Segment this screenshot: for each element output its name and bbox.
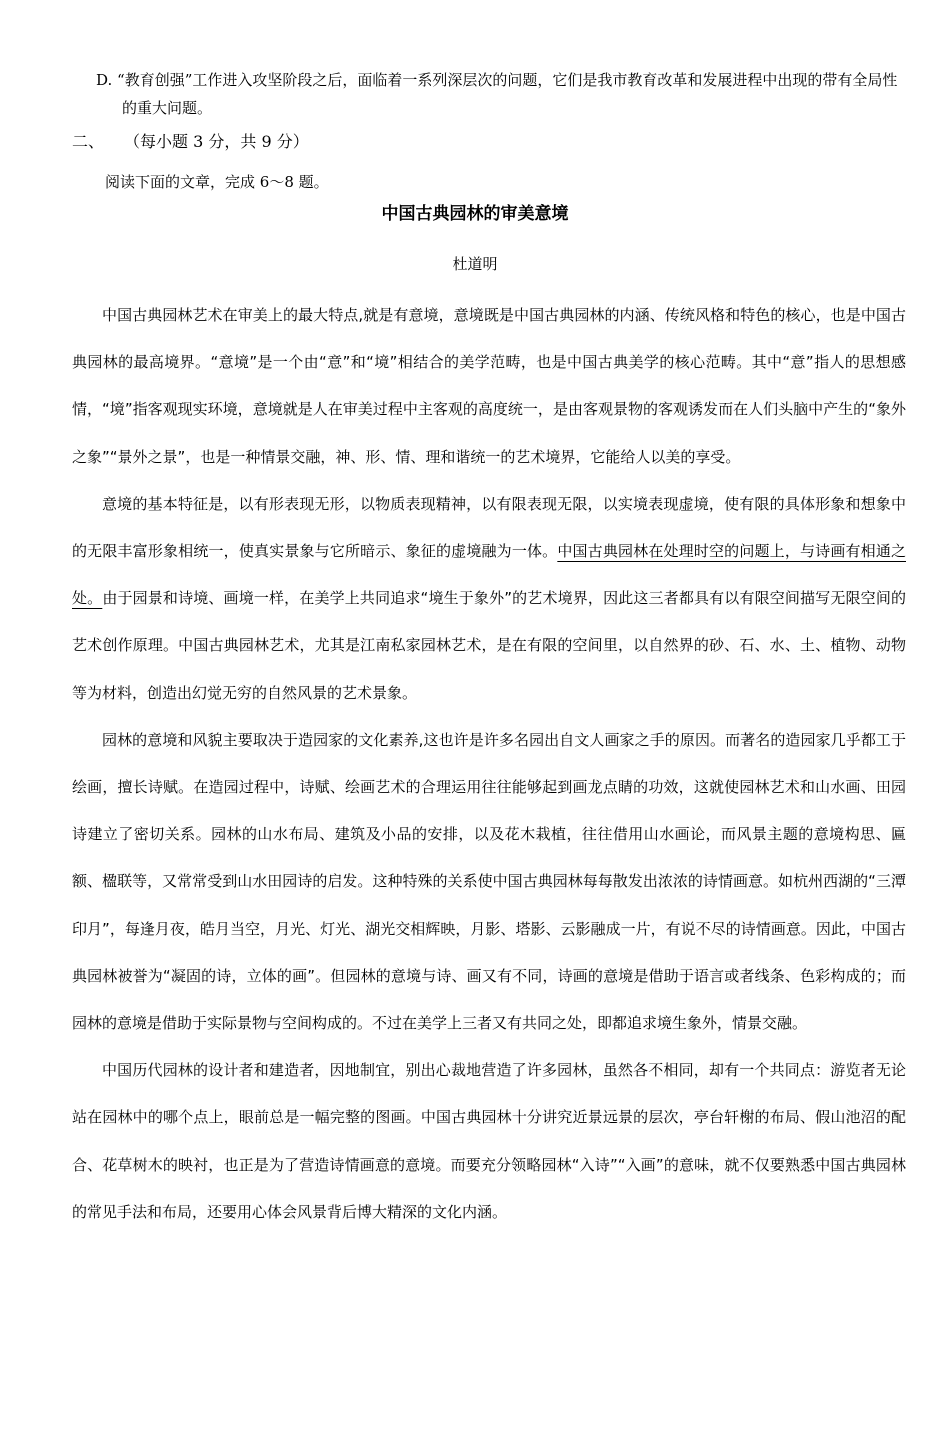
section-number: 二、: [72, 132, 105, 151]
paragraph-4: 中国历代园林的设计者和建造者，因地制宜，别出心裁地营造了许多园林，虽然各不相同，却有一个共同点：游览者无论站在园林中的哪个点上，眼前总是一幅完整的图画。中国古典园林十分讲究近景远景的层次，亭台轩榭的布局、假山池沼的配合、花草树木的映衬，也正是为了营造诗情画意的意境。而要充分领略园林“入诗”“入画”的意味，就不仅要熟悉中国古典园林的常见手法和布局，还要用心体会风景背后博大精深的文化内涵。: [72, 1061, 906, 1221]
option-d-text: “教育创强”工作进入攻坚阶段之后，面临着一系列深层次的问题，它们是我市教育改革和发展进程中出现的带有全局性的重大问题。: [117, 71, 898, 117]
section-heading: [72, 128, 309, 156]
option-d-label: D.: [96, 71, 113, 89]
paragraph-1: 中国古典园林艺术在审美上的最大特点,就是有意境，意境既是中国古典园林的内涵、传统风格和特色的核心，也是中国古典园林的最高境界。“意境”是一个由“意”和“境”相结合的美学范畴，也是中国古典美学的核心范畴。其中“意”指人的思想感情，“境”指客观现实环境，意境就是人在审美过程中主客观的高度统一，是由客观景物的客观诱发而在人们头脑中产生的“象外之象”“景外之景”，也是一种情景交融，神、形、情、理和谐统一的艺术境界，它能给人以美的享受。: [72, 306, 906, 466]
paragraph-2-rest: 由于园景和诗境、画境一样，在美学上共同追求“境生于象外”的艺术境界，因此这三者都具有以有限空间描写无限空间的艺术创作原理。中国古典园林艺术，尤其是江南私家园林艺术，是在有限的空间里，以自然界的砂、石、水、土、植物、动物等为材料，创造出幻觉无穷的自然风景的艺术景象。: [72, 589, 906, 702]
underlined-sentence: 中国古典园林在处理时空的问题上，与诗画有相通之处。: [72, 542, 906, 608]
article-body: [72, 292, 906, 1236]
article-author: 杜道明: [452, 255, 498, 273]
paragraph-3: 园林的意境和风貌主要取决于造园家的文化素养,这也许是许多名园出自文人画家之手的原因。而著名的造园家几乎都工于绘画，擅长诗赋。在造园过程中，诗赋、绘画艺术的合理运用往往能够起到画龙点睛的功效，这就使园林艺术和山水画、田园诗建立了密切关系。园林的山水布局、建筑及小品的安排，以及花木栽植，往往借用山水画论，而风景主题的意境构思、匾额、楹联等，又常常受到山水田园诗的启发。这种特殊的关系使中国古典园林每每散发出浓浓的诗情画意。如杭州西湖的“三潭印月”，每逢月夜，皓月当空，月光、灯光、湖光交相辉映，月影、塔影、云影融成一片，有说不尽的诗情画意。因此，中国古典园林被誉为“凝固的诗，立体的画”。但园林的意境与诗、画又有不同，诗画的意境是借助于语言或者线条、色彩构成的；而园林的意境是借助于实际景物与空间构成的。不过在美学上三者又有共同之处，即都追求境生象外，情景交融。: [72, 730, 906, 1033]
reading-instruction: 阅读下面的文章，完成 6～8 题。: [105, 173, 329, 191]
option-d: [96, 66, 908, 122]
paragraph-2: [72, 481, 906, 717]
section-title: （每小题 3 分，共 9 分）: [132, 132, 309, 151]
article-title: 中国古典园林的审美意境: [381, 204, 569, 224]
paragraph-2-lead: 意境的基本特征是，以有形表现无形，以物质表现精神，以有限表现无限，以实境表现虚境，使有限的具体形象和想象中的无限丰富形象相统一，使真实景象与它所暗示、象征的虚境融为一体。: [72, 494, 906, 561]
